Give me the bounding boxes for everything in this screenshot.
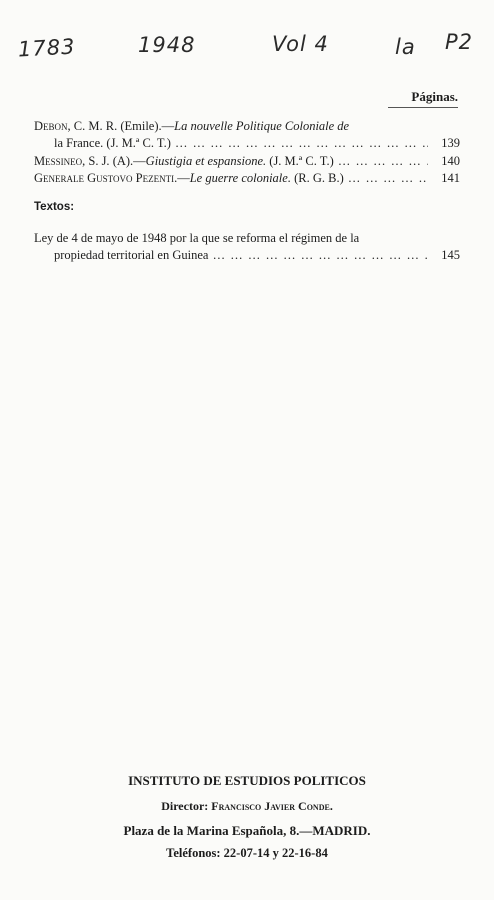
entry-title: La nouvelle Politique Coloniale de [174, 119, 350, 133]
entry-leader [54, 135, 428, 152]
entry-line [34, 118, 460, 135]
handwritten-year: 1948 [138, 33, 196, 57]
entry-page: 145 [441, 248, 460, 262]
entry-author: Debon, C. M. R. [34, 119, 118, 133]
entry-line [34, 170, 460, 187]
institute-name: INSTITUTO DE ESTUDIOS POLITICOS [128, 773, 366, 788]
texts-entry [34, 230, 460, 264]
entry-leader [34, 170, 428, 187]
texts-line-1: Ley de 4 de mayo de 1948 por la que se reforma el régimen de la [34, 231, 360, 245]
entry-line [34, 247, 460, 264]
director-name: Francisco Javier Conde. [211, 799, 333, 813]
entry-author-rest: — [177, 171, 190, 185]
entry-page: 139 [441, 136, 460, 150]
entry-page: 140 [441, 154, 460, 168]
director-line [0, 799, 494, 814]
entry-author-rest: (Emile).— [117, 119, 175, 133]
entry-author-rest: (A).— [109, 154, 146, 168]
entry-leader [54, 247, 428, 264]
entry-line [34, 135, 460, 152]
texts-line-2: propiedad territorial en Guinea [54, 248, 209, 262]
entry-title: Giustigia et espansione. [145, 154, 267, 168]
phones: Teléfonos: 22-07-14 y 22-16-84 [166, 846, 328, 860]
entry-cont: (J. M.ª C. T.) [266, 154, 334, 168]
handwritten-code: P2 [445, 30, 474, 54]
entry-title: Le guerre coloniale. [189, 171, 291, 185]
director-label: Director: [161, 799, 209, 813]
entry-page: 141 [441, 171, 460, 185]
index-entry [34, 170, 460, 187]
entry-cont: (R. G. B.) [290, 171, 344, 185]
address: Plaza de la Marina Española, 8.—MADRID. [123, 823, 371, 838]
handwritten-volume: Vol 4 [272, 32, 329, 56]
handwritten-note: la [395, 35, 416, 59]
entry-text [34, 118, 349, 135]
index-entry [34, 153, 460, 170]
entry-leader [34, 153, 428, 170]
entry-author: Messineo, S. J. [34, 154, 110, 168]
pages-column-header: Páginas. [411, 89, 458, 104]
entry-cont: la France. (J. M.ª C. T.) [54, 136, 171, 150]
handwritten-number: 1783 [17, 34, 77, 62]
texts-heading: Textos: [34, 201, 75, 213]
header-rule [388, 107, 458, 108]
entry-line [34, 230, 460, 247]
entry-line [34, 153, 460, 170]
index-entry [34, 118, 460, 152]
entry-author: Generale Gustovo Pezenti. [34, 171, 178, 185]
